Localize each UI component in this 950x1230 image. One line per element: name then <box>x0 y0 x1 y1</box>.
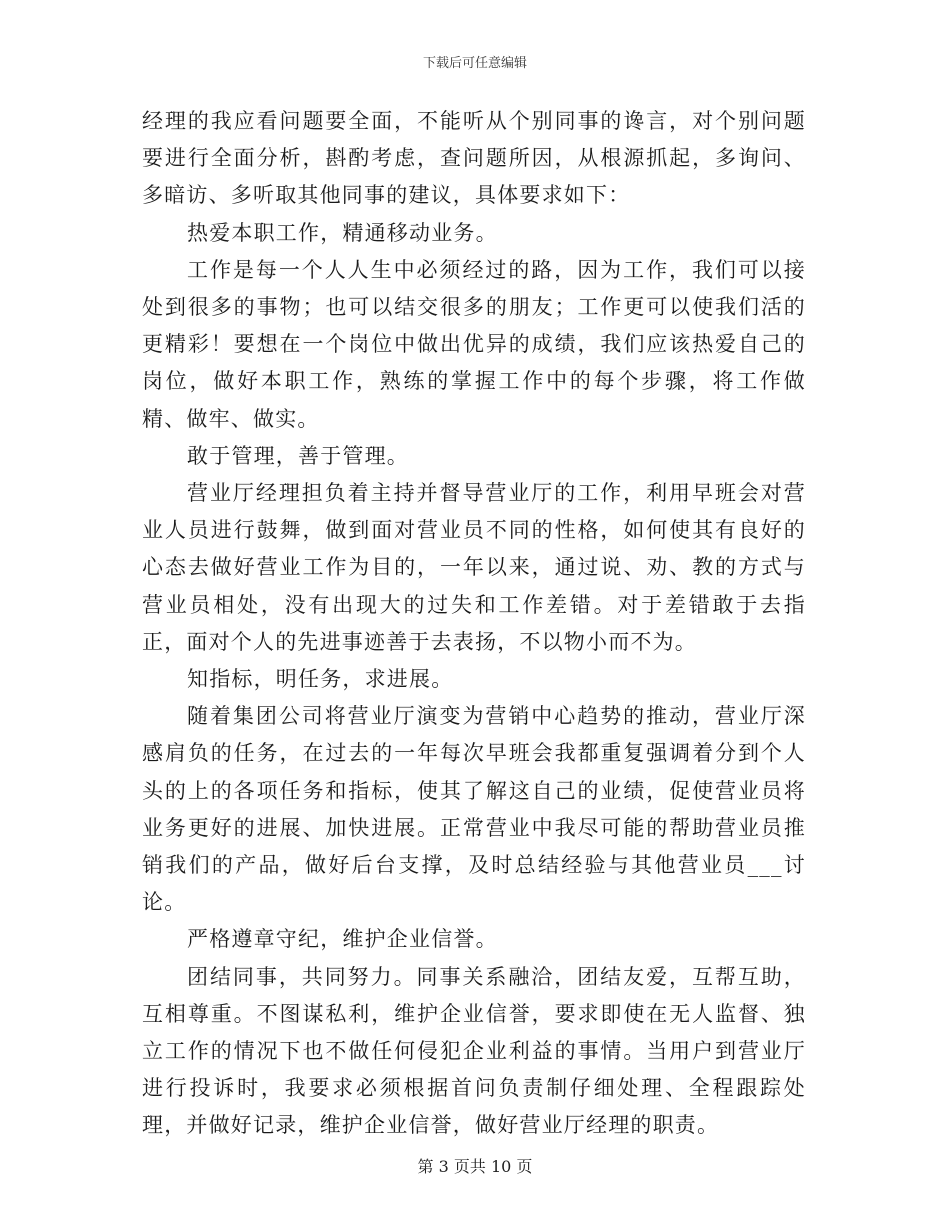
paragraph: 营业厅经理担负着主持并督导营业厅的工作，利用早班会对营业人员进行鼓舞，做到面对营业员不同的性格，如何使其有良好的心态去做好营业工作为目的，一年以来，通过说、劝、教的方式与营业员相处，没有出现大的过失和工作差错。对于差错敢于去指正，面对个人的先进事迹善于去表扬，不以物小而不为。 <box>142 481 806 654</box>
section-heading: 严格遵章守纪，维护企业信誉。 <box>187 927 498 952</box>
paragraph: 团结同事，共同努力。同事关系融洽，团结友爱，互帮互助，互相尊重。不图谋私利，维护企业信誉，要求即使在无人监督、独立工作的情况下也不做任何侵犯企业利益的事情。当用户到营业厅进行投诉时，我要求必须根据首问负责制仔细处理、全程跟踪处理，并做好记录，维护企业信誉，做好营业厅经理的职责。 <box>142 964 806 1138</box>
section-heading: 知指标，明任务，求进展。 <box>187 667 454 692</box>
page-header: 下载后可任意编辑 <box>422 56 527 71</box>
paragraph: 经理的我应看问题要全面，不能听从个别同事的谗言，对个别问题要进行全面分析，斟酌考虑，查问题所因，从根源抓起，多询问、多暗访、多听取其他同事的建议，具体要求如下： <box>142 109 806 208</box>
page-number-footer: 第 3 页共 10 页 <box>417 1157 533 1176</box>
section-heading: 热爱本职工作，精通移动业务。 <box>187 220 498 245</box>
paragraph: 随着集团公司将营业厅演变为营销中心趋势的推动，营业厅深感肩负的任务，在过去的一年每次早班会我都重复强调着分到个人头的上的各项任务和指标，使其了解这自己的业绩，促使营业员将业务更好的进展、加快进展。正常营业中我尽可能的帮助营业员推销我们的产品，做好后台支撑，及时总结经验与其他营业员___讨论。 <box>142 704 806 915</box>
section-heading: 敢于管理，善于管理。 <box>187 443 409 468</box>
document-body <box>142 103 806 1145</box>
paragraph: 工作是每一个人人生中必须经过的路，因为工作，我们可以接处到很多的事物；也可以结交很多的朋友；工作更可以使我们活的更精彩！要想在一个岗位中做出优异的成绩，我们应该热爱自己的岗位，做好本职工作，熟练的掌握工作中的每个步骤，将工作做精、做牢、做实。 <box>142 257 806 431</box>
